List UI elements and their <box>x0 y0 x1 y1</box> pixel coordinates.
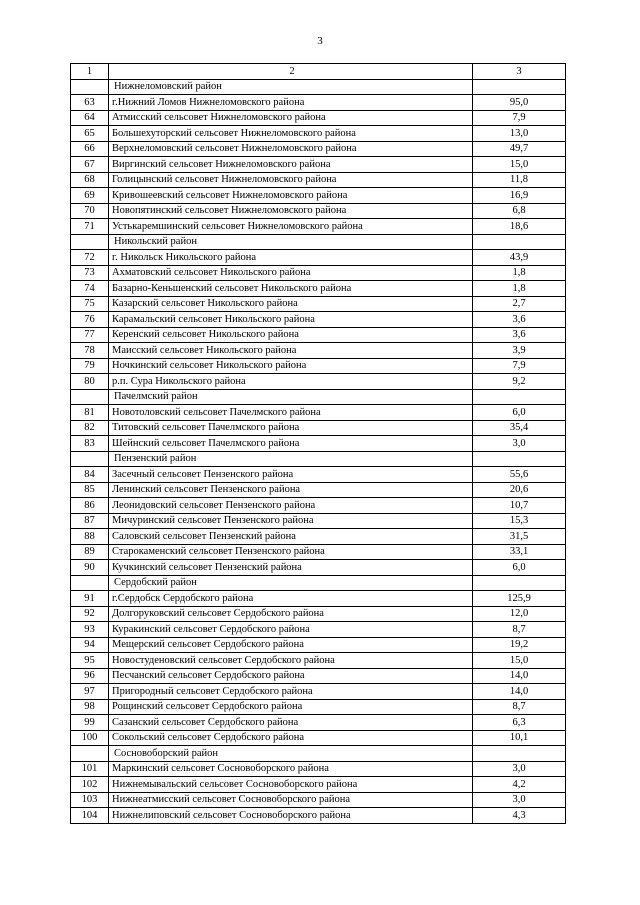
table-row <box>71 622 566 638</box>
row-number-cell: 99 <box>71 715 109 731</box>
district-name-cell: Сердобский район <box>109 575 473 591</box>
row-number-cell: 85 <box>71 482 109 498</box>
row-number-cell: 103 <box>71 792 109 808</box>
settlement-name-cell: Сокольский сельсовет Сердобского района <box>109 730 473 746</box>
table-row <box>71 312 566 328</box>
value-cell: 1,8 <box>473 281 566 297</box>
row-number-cell: 76 <box>71 312 109 328</box>
row-number-cell: 90 <box>71 560 109 576</box>
row-number-cell: 91 <box>71 591 109 607</box>
value-cell: 3,0 <box>473 792 566 808</box>
row-number-cell: 87 <box>71 513 109 529</box>
table-row <box>71 513 566 529</box>
settlement-name-cell: Леонидовский сельсовет Пензенского района <box>109 498 473 514</box>
settlement-name-cell: Виргинский сельсовет Нижнеломовского района <box>109 157 473 173</box>
table-row <box>71 157 566 173</box>
district-header-row <box>71 389 566 405</box>
value-cell: 1,8 <box>473 265 566 281</box>
district-header-row <box>71 575 566 591</box>
value-cell: 95,0 <box>473 95 566 111</box>
row-number-cell: 96 <box>71 668 109 684</box>
table-row <box>71 327 566 343</box>
value-cell: 31,5 <box>473 529 566 545</box>
data-table <box>70 63 566 824</box>
value-cell: 125,9 <box>473 591 566 607</box>
settlement-name-cell: Базарно-Кеньшенский сельсовет Никольского района <box>109 281 473 297</box>
value-cell: 12,0 <box>473 606 566 622</box>
row-number-cell: 68 <box>71 172 109 188</box>
table-row <box>71 715 566 731</box>
row-number-cell: 97 <box>71 684 109 700</box>
row-number-cell: 67 <box>71 157 109 173</box>
settlement-name-cell: Сазанский сельсовет Сердобского района <box>109 715 473 731</box>
row-number-cell: 92 <box>71 606 109 622</box>
row-number-cell: 65 <box>71 126 109 142</box>
settlement-name-cell: Керенский сельсовет Никольского района <box>109 327 473 343</box>
table-row <box>71 668 566 684</box>
value-cell: 8,7 <box>473 699 566 715</box>
value-cell: 7,9 <box>473 110 566 126</box>
table-row <box>71 560 566 576</box>
settlement-name-cell: г.Нижний Ломов Нижнеломовского района <box>109 95 473 111</box>
value-cell: 7,9 <box>473 358 566 374</box>
row-number-cell: 79 <box>71 358 109 374</box>
settlement-name-cell: Атмисский сельсовет Нижнеломовского района <box>109 110 473 126</box>
value-cell: 13,0 <box>473 126 566 142</box>
row-number-cell: 63 <box>71 95 109 111</box>
settlement-name-cell: Мичуринский сельсовет Пензенского района <box>109 513 473 529</box>
row-number-cell <box>71 575 109 591</box>
value-cell: 15,3 <box>473 513 566 529</box>
value-cell: 19,2 <box>473 637 566 653</box>
settlement-name-cell: г. Никольск Никольского района <box>109 250 473 266</box>
row-number-cell: 70 <box>71 203 109 219</box>
settlement-name-cell: Шейнский сельсовет Пачелмского района <box>109 436 473 452</box>
value-cell: 15,0 <box>473 653 566 669</box>
row-number-cell: 71 <box>71 219 109 235</box>
row-number-cell <box>71 79 109 95</box>
value-cell: 15,0 <box>473 157 566 173</box>
value-cell: 4,3 <box>473 808 566 824</box>
value-cell: 4,2 <box>473 777 566 793</box>
value-cell: 3,0 <box>473 436 566 452</box>
value-cell: 18,6 <box>473 219 566 235</box>
value-cell: 6,0 <box>473 560 566 576</box>
table-row <box>71 498 566 514</box>
row-number-cell: 102 <box>71 777 109 793</box>
settlement-name-cell: г.Сердобск Сердобского района <box>109 591 473 607</box>
table-row <box>71 265 566 281</box>
settlement-name-cell: Ахматовский сельсовет Никольского района <box>109 265 473 281</box>
table-body <box>71 64 566 824</box>
row-number-cell: 78 <box>71 343 109 359</box>
value-cell: 55,6 <box>473 467 566 483</box>
table-row <box>71 544 566 560</box>
value-cell <box>473 746 566 762</box>
value-cell: 3,0 <box>473 761 566 777</box>
row-number-cell: 69 <box>71 188 109 204</box>
district-header-row <box>71 451 566 467</box>
settlement-name-cell: Песчанский сельсовет Сердобского района <box>109 668 473 684</box>
table-row <box>71 420 566 436</box>
table-row <box>71 792 566 808</box>
row-number-cell: 93 <box>71 622 109 638</box>
value-cell: 43,9 <box>473 250 566 266</box>
value-cell <box>473 451 566 467</box>
row-number-cell: 80 <box>71 374 109 390</box>
value-cell: 49,7 <box>473 141 566 157</box>
settlement-name-cell: Кучкинский сельсовет Пензенский района <box>109 560 473 576</box>
value-cell: 9,2 <box>473 374 566 390</box>
settlement-name-cell: Большехуторский сельсовет Нижнеломовского района <box>109 126 473 142</box>
column-header-name: 2 <box>109 64 473 80</box>
value-cell <box>473 575 566 591</box>
settlement-name-cell: Титовский сельсовет Пачелмского района <box>109 420 473 436</box>
table-row <box>71 808 566 824</box>
row-number-cell: 88 <box>71 529 109 545</box>
table-row <box>71 467 566 483</box>
district-name-cell: Сосновоборский район <box>109 746 473 762</box>
table-row <box>71 637 566 653</box>
district-header-row <box>71 234 566 250</box>
row-number-cell: 86 <box>71 498 109 514</box>
table-row <box>71 250 566 266</box>
table-row <box>71 110 566 126</box>
settlement-name-cell: Куракинский сельсовет Сердобского района <box>109 622 473 638</box>
row-number-cell: 82 <box>71 420 109 436</box>
table-row <box>71 358 566 374</box>
value-cell: 3,9 <box>473 343 566 359</box>
value-cell: 2,7 <box>473 296 566 312</box>
table-row <box>71 296 566 312</box>
table-row <box>71 281 566 297</box>
table-row <box>71 172 566 188</box>
settlement-name-cell: Голицынский сельсовет Нижнеломовского района <box>109 172 473 188</box>
value-cell: 3,6 <box>473 312 566 328</box>
settlement-name-cell: Кривошеевский сельсовет Нижнеломовского района <box>109 188 473 204</box>
row-number-cell: 77 <box>71 327 109 343</box>
row-number-cell: 84 <box>71 467 109 483</box>
value-cell: 16,9 <box>473 188 566 204</box>
table-row <box>71 436 566 452</box>
table-header-row <box>71 64 566 80</box>
settlement-name-cell: Долгоруковский сельсовет Сердобского района <box>109 606 473 622</box>
row-number-cell: 98 <box>71 699 109 715</box>
table-row <box>71 761 566 777</box>
row-number-cell <box>71 389 109 405</box>
table-row <box>71 777 566 793</box>
row-number-cell: 95 <box>71 653 109 669</box>
value-cell: 35,4 <box>473 420 566 436</box>
value-cell <box>473 389 566 405</box>
row-number-cell: 104 <box>71 808 109 824</box>
table-row <box>71 188 566 204</box>
settlement-name-cell: Нижнелиповский сельсовет Сосновоборского района <box>109 808 473 824</box>
value-cell: 6,0 <box>473 405 566 421</box>
row-number-cell: 101 <box>71 761 109 777</box>
value-cell <box>473 79 566 95</box>
district-name-cell: Никольский район <box>109 234 473 250</box>
column-header-value: 3 <box>473 64 566 80</box>
district-header-row <box>71 746 566 762</box>
settlement-name-cell: Нижнеатмисский сельсовет Сосновоборского района <box>109 792 473 808</box>
row-number-cell: 73 <box>71 265 109 281</box>
settlement-name-cell: Маисский сельсовет Никольского района <box>109 343 473 359</box>
settlement-name-cell: Ночкинский сельсовет Никольского района <box>109 358 473 374</box>
settlement-name-cell: Рощинский сельсовет Сердобского района <box>109 699 473 715</box>
row-number-cell: 72 <box>71 250 109 266</box>
settlement-name-cell: Карамальский сельсовет Никольского района <box>109 312 473 328</box>
value-cell: 6,8 <box>473 203 566 219</box>
row-number-cell <box>71 451 109 467</box>
row-number-cell: 74 <box>71 281 109 297</box>
value-cell: 20,6 <box>473 482 566 498</box>
value-cell: 6,3 <box>473 715 566 731</box>
value-cell: 11,8 <box>473 172 566 188</box>
settlement-name-cell: Новопятинский сельсовет Нижнеломовского района <box>109 203 473 219</box>
settlement-name-cell: р.п. Сура Никольского района <box>109 374 473 390</box>
table-row <box>71 141 566 157</box>
value-cell <box>473 234 566 250</box>
row-number-cell: 81 <box>71 405 109 421</box>
value-cell: 14,0 <box>473 684 566 700</box>
table-row <box>71 405 566 421</box>
settlement-name-cell: Пригородный сельсовет Сердобского района <box>109 684 473 700</box>
row-number-cell: 66 <box>71 141 109 157</box>
settlement-name-cell: Новотоловский сельсовет Пачелмского района <box>109 405 473 421</box>
table-row <box>71 219 566 235</box>
table-row <box>71 529 566 545</box>
table-row <box>71 591 566 607</box>
settlement-name-cell: Устькаремшинский сельсовет Нижнеломовского района <box>109 219 473 235</box>
settlement-name-cell: Старокаменский сельсовет Пензенского района <box>109 544 473 560</box>
table-row <box>71 343 566 359</box>
table-row <box>71 699 566 715</box>
table-row <box>71 95 566 111</box>
settlement-name-cell: Маркинский сельсовет Сосновоборского района <box>109 761 473 777</box>
table-row <box>71 653 566 669</box>
district-header-row <box>71 79 566 95</box>
settlement-name-cell: Казарский сельсовет Никольского района <box>109 296 473 312</box>
district-name-cell: Пензенский район <box>109 451 473 467</box>
row-number-cell <box>71 746 109 762</box>
table-row <box>71 684 566 700</box>
row-number-cell <box>71 234 109 250</box>
row-number-cell: 83 <box>71 436 109 452</box>
table-row <box>71 374 566 390</box>
row-number-cell: 89 <box>71 544 109 560</box>
row-number-cell: 94 <box>71 637 109 653</box>
value-cell: 10,1 <box>473 730 566 746</box>
value-cell: 33,1 <box>473 544 566 560</box>
page-number: 3 <box>317 35 323 47</box>
row-number-cell: 100 <box>71 730 109 746</box>
settlement-name-cell: Засечный сельсовет Пензенского района <box>109 467 473 483</box>
settlement-name-cell: Новостуденовский сельсовет Сердобского района <box>109 653 473 669</box>
settlement-name-cell: Ленинский сельсовет Пензенского района <box>109 482 473 498</box>
table-row <box>71 126 566 142</box>
settlement-name-cell: Верхнеломовский сельсовет Нижнеломовского района <box>109 141 473 157</box>
settlement-name-cell: Саловский сельсовет Пензенский района <box>109 529 473 545</box>
row-number-cell: 75 <box>71 296 109 312</box>
value-cell: 10,7 <box>473 498 566 514</box>
value-cell: 8,7 <box>473 622 566 638</box>
value-cell: 14,0 <box>473 668 566 684</box>
settlement-name-cell: Нижнемывальский сельсовет Сосновоборского района <box>109 777 473 793</box>
settlement-name-cell: Мещерский сельсовет Сердобского района <box>109 637 473 653</box>
table-row <box>71 482 566 498</box>
column-header-number: 1 <box>71 64 109 80</box>
row-number-cell: 64 <box>71 110 109 126</box>
table-row <box>71 606 566 622</box>
table-row <box>71 730 566 746</box>
table-row <box>71 203 566 219</box>
district-name-cell: Нижнеломовский район <box>109 79 473 95</box>
value-cell: 3,6 <box>473 327 566 343</box>
district-name-cell: Пачелмский район <box>109 389 473 405</box>
